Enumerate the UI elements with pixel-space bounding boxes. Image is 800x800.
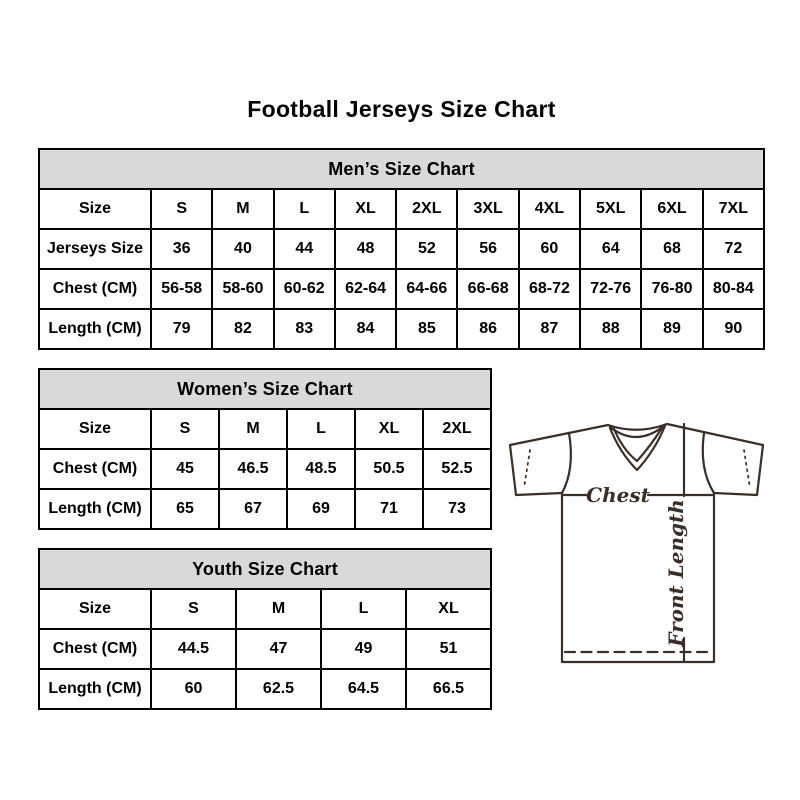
value-cell: 60	[519, 229, 580, 269]
value-cell: 48.5	[287, 449, 355, 489]
value-cell: 87	[519, 309, 580, 349]
row-label-cell: Chest (CM)	[39, 449, 151, 489]
womens-size-table	[38, 368, 492, 530]
value-cell: 56-58	[151, 269, 212, 309]
value-cell: 44.5	[151, 629, 236, 669]
table-row	[39, 309, 764, 349]
table-row	[39, 489, 491, 529]
value-cell: 67	[219, 489, 287, 529]
value-cell: XL	[406, 589, 491, 629]
womens-table-title: Women’s Size Chart	[39, 369, 491, 409]
value-cell: 73	[423, 489, 491, 529]
row-label-cell: Jerseys Size	[39, 229, 151, 269]
value-cell: 72-76	[580, 269, 641, 309]
value-cell: 2XL	[396, 189, 457, 229]
value-cell: 83	[274, 309, 335, 349]
value-cell: 68	[641, 229, 702, 269]
row-label-cell: Length (CM)	[39, 669, 151, 709]
value-cell: 49	[321, 629, 406, 669]
youth-table-title: Youth Size Chart	[39, 549, 491, 589]
value-cell: L	[321, 589, 406, 629]
row-label-cell: Size	[39, 589, 151, 629]
left-armhole-seam	[562, 433, 571, 493]
value-cell: 46.5	[219, 449, 287, 489]
value-cell: 64	[580, 229, 641, 269]
value-cell: 60	[151, 669, 236, 709]
table-row	[39, 449, 491, 489]
youth-size-table	[38, 548, 492, 710]
row-label-cell: Chest (CM)	[39, 269, 151, 309]
table-header-row	[39, 369, 491, 409]
jersey-body	[562, 493, 714, 662]
chest-label: Chest	[586, 483, 650, 507]
value-cell: XL	[355, 409, 423, 449]
value-cell: 36	[151, 229, 212, 269]
value-cell: S	[151, 589, 236, 629]
value-cell: 58-60	[212, 269, 273, 309]
value-cell: M	[212, 189, 273, 229]
value-cell: 4XL	[519, 189, 580, 229]
value-cell: M	[219, 409, 287, 449]
value-cell: M	[236, 589, 321, 629]
value-cell: S	[151, 409, 219, 449]
value-cell: 65	[151, 489, 219, 529]
value-cell: 56	[457, 229, 518, 269]
value-cell: 89	[641, 309, 702, 349]
right-cuff-stitch	[744, 450, 750, 488]
table-row	[39, 409, 491, 449]
value-cell: 6XL	[641, 189, 702, 229]
value-cell: XL	[335, 189, 396, 229]
jersey-measurement-diagram	[490, 395, 780, 675]
value-cell: 62-64	[335, 269, 396, 309]
value-cell: 90	[703, 309, 764, 349]
value-cell: 64-66	[396, 269, 457, 309]
page-title: Football Jerseys Size Chart	[247, 96, 556, 122]
value-cell: 64.5	[321, 669, 406, 709]
row-label-cell: Size	[39, 409, 151, 449]
value-cell: 72	[703, 229, 764, 269]
value-cell: 48	[335, 229, 396, 269]
value-cell: 60-62	[274, 269, 335, 309]
table-row	[39, 589, 491, 629]
table-row	[39, 669, 491, 709]
value-cell: 86	[457, 309, 518, 349]
value-cell: 44	[274, 229, 335, 269]
value-cell: 84	[335, 309, 396, 349]
value-cell: 76-80	[641, 269, 702, 309]
value-cell: 51	[406, 629, 491, 669]
left-cuff-stitch	[524, 450, 530, 488]
table-header-row	[39, 549, 491, 589]
value-cell: S	[151, 189, 212, 229]
table-row	[39, 229, 764, 269]
value-cell: 52	[396, 229, 457, 269]
value-cell: 69	[287, 489, 355, 529]
right-armhole-seam	[703, 433, 714, 493]
value-cell: 3XL	[457, 189, 518, 229]
value-cell: 68-72	[519, 269, 580, 309]
value-cell: 40	[212, 229, 273, 269]
value-cell: 52.5	[423, 449, 491, 489]
value-cell: 62.5	[236, 669, 321, 709]
value-cell: 66.5	[406, 669, 491, 709]
table-row	[39, 189, 764, 229]
mens-table-title: Men’s Size Chart	[39, 149, 764, 189]
value-cell: 2XL	[423, 409, 491, 449]
value-cell: 45	[151, 449, 219, 489]
row-label-cell: Chest (CM)	[39, 629, 151, 669]
value-cell: L	[274, 189, 335, 229]
table-row	[39, 269, 764, 309]
value-cell: 50.5	[355, 449, 423, 489]
row-label-cell: Length (CM)	[39, 309, 151, 349]
value-cell: 5XL	[580, 189, 641, 229]
front-length-label: Front Length	[664, 499, 688, 647]
value-cell: 79	[151, 309, 212, 349]
table-header-row	[39, 149, 764, 189]
row-label-cell: Size	[39, 189, 151, 229]
value-cell: 7XL	[703, 189, 764, 229]
value-cell: 47	[236, 629, 321, 669]
row-label-cell: Length (CM)	[39, 489, 151, 529]
value-cell: 80-84	[703, 269, 764, 309]
value-cell: L	[287, 409, 355, 449]
table-row	[39, 629, 491, 669]
value-cell: 66-68	[457, 269, 518, 309]
value-cell: 71	[355, 489, 423, 529]
value-cell: 82	[212, 309, 273, 349]
value-cell: 85	[396, 309, 457, 349]
value-cell: 88	[580, 309, 641, 349]
mens-size-table	[38, 148, 765, 350]
